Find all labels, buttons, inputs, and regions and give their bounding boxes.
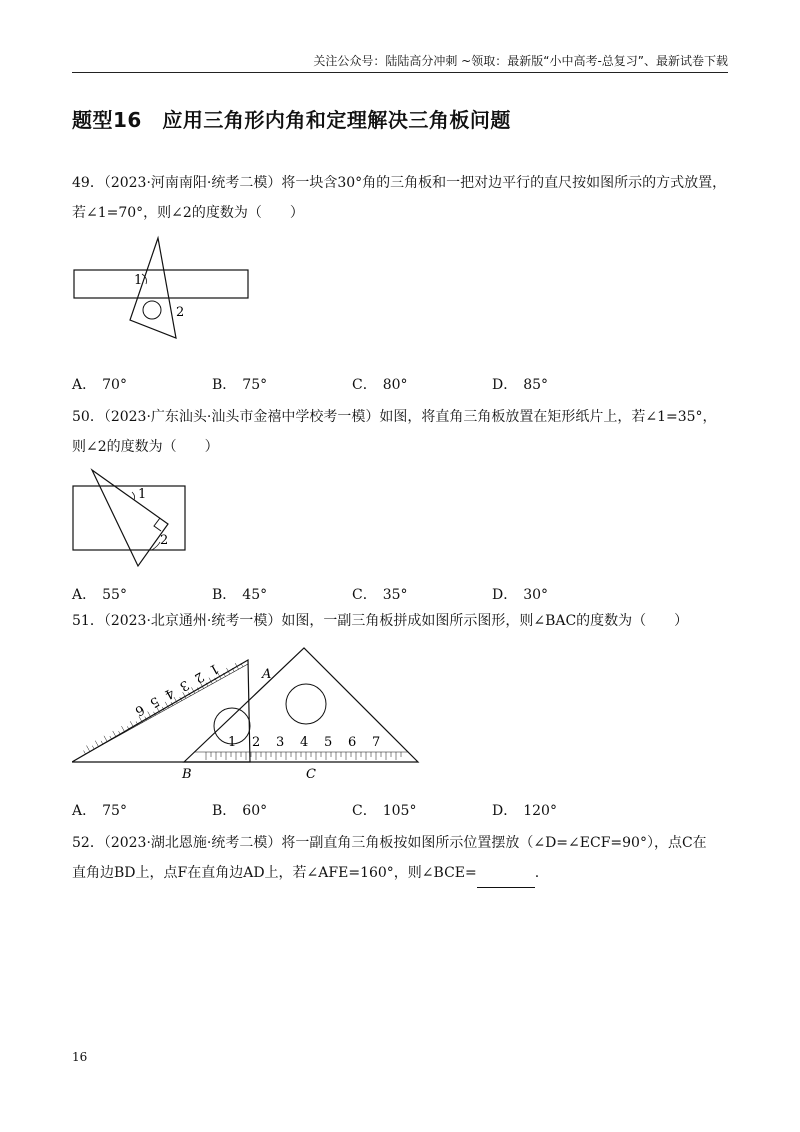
ruler-tick (92, 746, 94, 749)
option-b[interactable]: B． 60° (212, 803, 268, 819)
question-52 (72, 828, 728, 888)
triangle-hole (143, 301, 161, 319)
right-angle-mark (154, 518, 161, 531)
ruler-number: 2 (191, 668, 207, 686)
question-51 (72, 606, 728, 636)
ruler-number: 7 (372, 735, 381, 750)
question-50-figure (72, 468, 192, 572)
question-49 (72, 168, 728, 228)
option-c[interactable]: C． 80° (352, 377, 408, 393)
point-c-label: C (306, 767, 316, 782)
ruler-number: 3 (276, 735, 285, 750)
question-52-line2-text: 直角边BD上，点F在直角边AD上，若∠AFE=160°，则∠BCE= (72, 865, 477, 881)
ruler-tick (104, 736, 107, 742)
option-a[interactable]: A． 70° (72, 377, 127, 393)
point-b-label: B (182, 767, 192, 782)
angle-1-label: 1 (138, 487, 147, 502)
question-51-line1: 51．（2023·北京通州·统考一模）如图，一副三角板拼成如图所示图形，则∠BAC的度数为（ ） (72, 613, 689, 629)
triangle-hole-2 (286, 684, 326, 724)
question-50 (72, 402, 728, 462)
option-d[interactable]: D． 85° (492, 377, 549, 393)
question-52-line1: 52．（2023·湖北恩施·统考二模）将一副直角三角板按如图所示位置摆放（∠D=∠ECF=90°），点C在 (72, 835, 707, 851)
option-a[interactable]: A． 75° (72, 803, 127, 819)
ruler-number: 1 (228, 735, 237, 750)
page-header: 关注公众号：陆陆高分冲刺 ~领取：最新版“小中高考-总复习”、最新试卷下载 (313, 54, 728, 68)
angle-1-label: 1 (134, 273, 143, 288)
slanted-ruler-numbers (132, 660, 221, 718)
question-52-line2 (72, 858, 728, 888)
angle-2-label: 2 (176, 305, 185, 320)
ruler-tick (113, 731, 116, 737)
question-51-options (72, 800, 728, 824)
right-triangle (92, 470, 168, 566)
point-a-label: A (262, 667, 272, 682)
ruler-tick (84, 751, 86, 754)
ruler-tick (101, 741, 103, 744)
question-50-line2: 则∠2的度数为（ ） (72, 439, 219, 455)
option-b[interactable]: B． 45° (212, 587, 268, 603)
option-b[interactable]: B． 75° (212, 377, 268, 393)
option-d[interactable]: D． 120° (492, 803, 557, 819)
option-c[interactable]: C． 105° (352, 803, 417, 819)
ruler-tick (121, 726, 124, 732)
ruler-number: 6 (132, 701, 147, 719)
question-52-line2-end: . (534, 865, 540, 881)
header-divider (72, 72, 728, 73)
ruler-number: 1 (206, 660, 222, 678)
ruler-tick (95, 741, 98, 747)
option-c[interactable]: C． 35° (352, 587, 408, 603)
answer-blank[interactable] (477, 871, 535, 888)
triangle-set-square (130, 238, 176, 338)
horizontal-ruler-ticks (206, 752, 401, 760)
horizontal-ruler-numbers (228, 735, 380, 750)
ruler-number: 4 (300, 735, 309, 750)
question-50-line1: 50．（2023·广东汕头·汕头市金禧中学校考一模）如图，将直角三角板放置在矩形纸片上，若∠1=35°， (72, 409, 717, 425)
ruler-number: 3 (176, 676, 192, 694)
ruler-number: 5 (147, 693, 162, 711)
angle-2-arc (152, 542, 160, 550)
ruler-number: 4 (161, 684, 177, 702)
ruler-rect (74, 270, 248, 298)
ruler-number: 6 (348, 735, 357, 750)
question-51-figure (72, 642, 422, 782)
question-49-line2: 若∠1=70°，则∠2的度数为（ ） (72, 205, 304, 221)
ruler-tick (130, 721, 133, 727)
page-number: 16 (72, 1050, 88, 1064)
question-50-options (72, 584, 728, 608)
option-d[interactable]: D． 30° (492, 587, 549, 603)
section-title: 题型16 应用三角形内角和定理解决三角板问题 (72, 108, 511, 132)
ruler-number: 5 (324, 735, 333, 750)
option-a[interactable]: A． 55° (72, 587, 127, 603)
question-49-line1: 49．（2023·河南南阳·统考二模）将一块含30°角的三角板和一把对边平行的直尺按如图所示的方式放置， (72, 175, 727, 191)
ruler-tick (86, 746, 89, 752)
question-49-options (72, 374, 728, 398)
angle-2-label: 2 (160, 533, 169, 548)
question-49-figure (72, 234, 262, 344)
ruler-number: 2 (252, 735, 261, 750)
